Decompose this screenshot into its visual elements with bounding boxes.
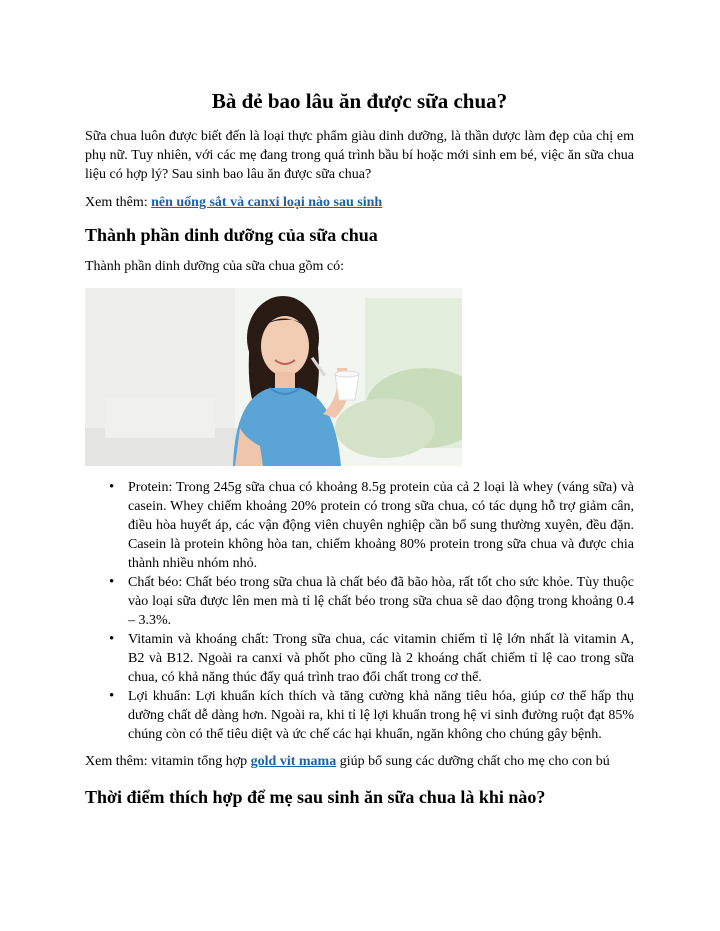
section2-heading: Thời điểm thích hợp để mẹ sau sinh ăn sữa chua là khi nào?	[85, 787, 546, 807]
section1-heading: Thành phần dinh dưỡng của sữa chua	[85, 225, 378, 245]
list-item: • Lợi khuẩn: Lợi khuẩn kích thích và tăng cường khả năng tiêu hóa, giúp cơ thể hấp thụ dưỡng chất dễ dàng hơn. Ngoài ra, khi tỉ lệ lợi khuẩn trong hệ vi sinh đường ruột đạt 85% chúng còn có thể tiêu diệt và ức chế các hại khuẩn, ngăn không cho chúng gây bệnh.	[128, 687, 634, 744]
see-also-1-prefix: Xem thêm:	[85, 195, 152, 210]
see-also-2-prefix: Xem thêm: vitamin tổng hợp	[85, 754, 251, 769]
section1-subtitle: Thành phần dinh dưỡng của sữa chua gồm có:	[85, 259, 344, 274]
see-also-2-suffix: giúp bổ sung các dưỡng chất cho mẹ cho con bú	[336, 754, 610, 769]
intro-paragraph: Sữa chua luôn được biết đến là loại thực phẩm giàu dinh dưỡng, là thần dược làm đẹp của chị em phụ nữ. Tuy nhiên, với các mẹ đang trong quá trình bầu bí hoặc mới sinh em bé, việc ăn sữa chua liệu có hợp lý? Sau sinh bao lâu ăn được sữa chua?	[85, 129, 634, 182]
see-also-1-link[interactable]: nên uống sắt và canxi loại nào sau sinh	[151, 195, 383, 210]
woman-eating-yogurt-photo	[85, 288, 462, 466]
article	[85, 88, 634, 809]
nutrition-list	[85, 478, 634, 744]
list-item: • Vitamin và khoáng chất: Trong sữa chua, các vitamin chiếm tỉ lệ lớn nhất là vitamin A, B2 và B12. Ngoài ra canxi và phốt pho cũng là 2 khoáng chất chiếm tỉ lệ cao trong sữa chua, có khả năng thúc đẩy quá trình trao đổi chất trong cơ thể.	[128, 630, 634, 687]
see-also-2	[85, 752, 634, 771]
page-title: Bà đẻ bao lâu ăn được sữa chua?	[211, 89, 508, 113]
see-also-1	[85, 193, 634, 212]
see-also-2-link[interactable]: gold vit mama	[250, 754, 337, 769]
list-item: • Chất béo: Chất béo trong sữa chua là chất béo đã bão hòa, rất tốt cho sức khỏe. Tùy thuộc vào loại sữa được lên men mà tỉ lệ chất béo trong sữa chua sẽ dao động trong khoảng 0.4 – 3.3%.	[128, 573, 634, 630]
list-item: • Protein: Trong 245g sữa chua có khoảng 8.5g protein của cả 2 loại là whey (váng sữa) và casein. Whey chiếm khoảng 20% protein có trong sữa chua, có tác dụng hỗ trợ giảm cân, điều hòa huyết áp, các vận động viên chuyên nghiệp cần bổ sung thường xuyên, đều đặn. Casein là protein không hòa tan, chiếm khoảng 80% protein trong sữa chua và được chia thành nhiều nhóm nhỏ.	[128, 478, 634, 573]
